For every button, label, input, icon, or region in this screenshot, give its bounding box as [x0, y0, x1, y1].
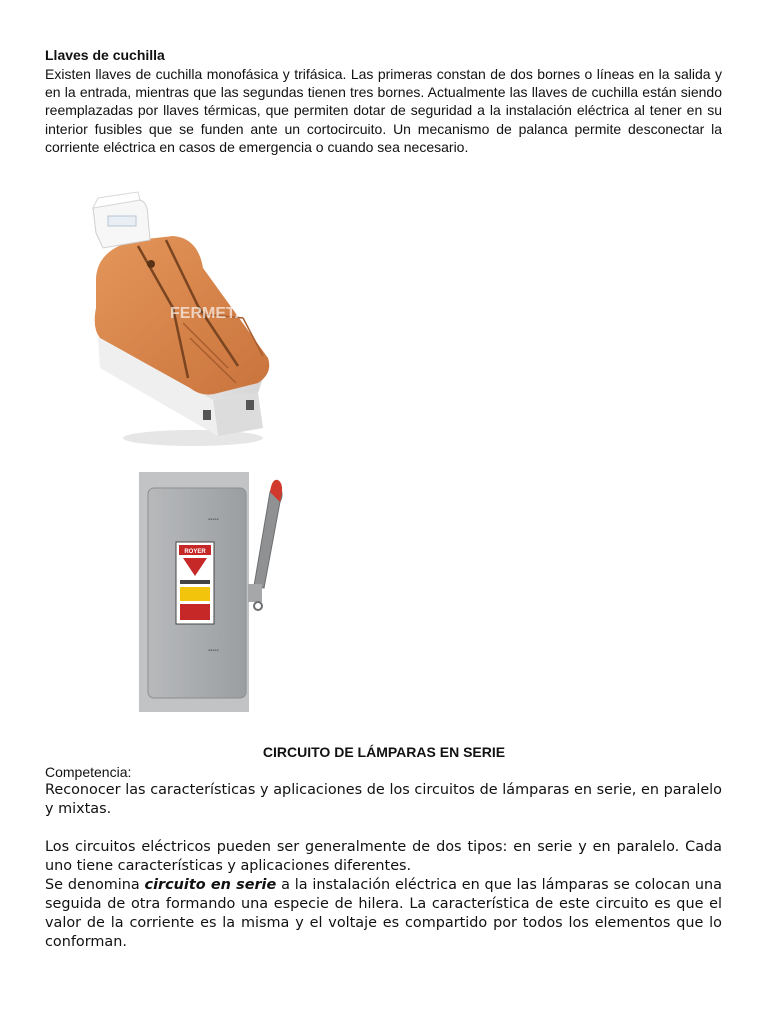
svg-text:▪▪▪▪▪: ▪▪▪▪▪	[208, 648, 219, 654]
series-term: circuito en serie	[144, 877, 277, 893]
brand-label: ROYER	[184, 549, 206, 555]
section-heading: Llaves de cuchilla	[45, 47, 165, 63]
series-text-before: Se denomina	[45, 877, 145, 893]
series-text-after: a la instalación eléctrica en que las lámparas se colocan una seguida de otra formando una especie de hilera. La característica de este circuito es que el valor de la corriente es la misma y el voltaje es compartido por todos los elementos que lo conforman.	[45, 877, 722, 950]
section-title: CIRCUITO DE LÁMPARAS EN SERIE	[262, 744, 506, 760]
svg-text:▪▪▪▪▪: ▪▪▪▪▪	[208, 517, 219, 523]
knife-switch-paragraph: Existen llaves de cuchilla monofásica y trifásica. Las primeras constan de dos bornes o líneas en la salida y en la entrada, mientras que las segundas tienen tres bornes. Actualmente las llaves de cuchilla están siendo reemplazadas por llaves térmicas, que permiten dotar de seguridad a la instalación eléctrica al tener en su interior fusibles que se funden ante un cortocircuito. Un mecanismo de palanca permite desconectar la corriente eléctrica en casos de emergencia o cuando sea necesario.	[45, 66, 722, 155]
watermark-text: FERMETAL	[170, 305, 256, 322]
circuit-types-paragraph: Los circuitos eléctricos pueden ser generalmente de dos tipos: en serie y en paralelo. Cada uno tiene características y aplicaciones diferentes.	[45, 839, 722, 874]
competencia-text: Reconocer las características y aplicaciones de los circuitos de lámparas en serie, en paralelo y mixtas.	[45, 782, 722, 817]
knife-switch-image	[78, 188, 278, 450]
competencia-label: Competencia:	[45, 764, 132, 780]
series-circuit-paragraph	[45, 876, 722, 952]
safety-switch-image	[136, 466, 286, 716]
